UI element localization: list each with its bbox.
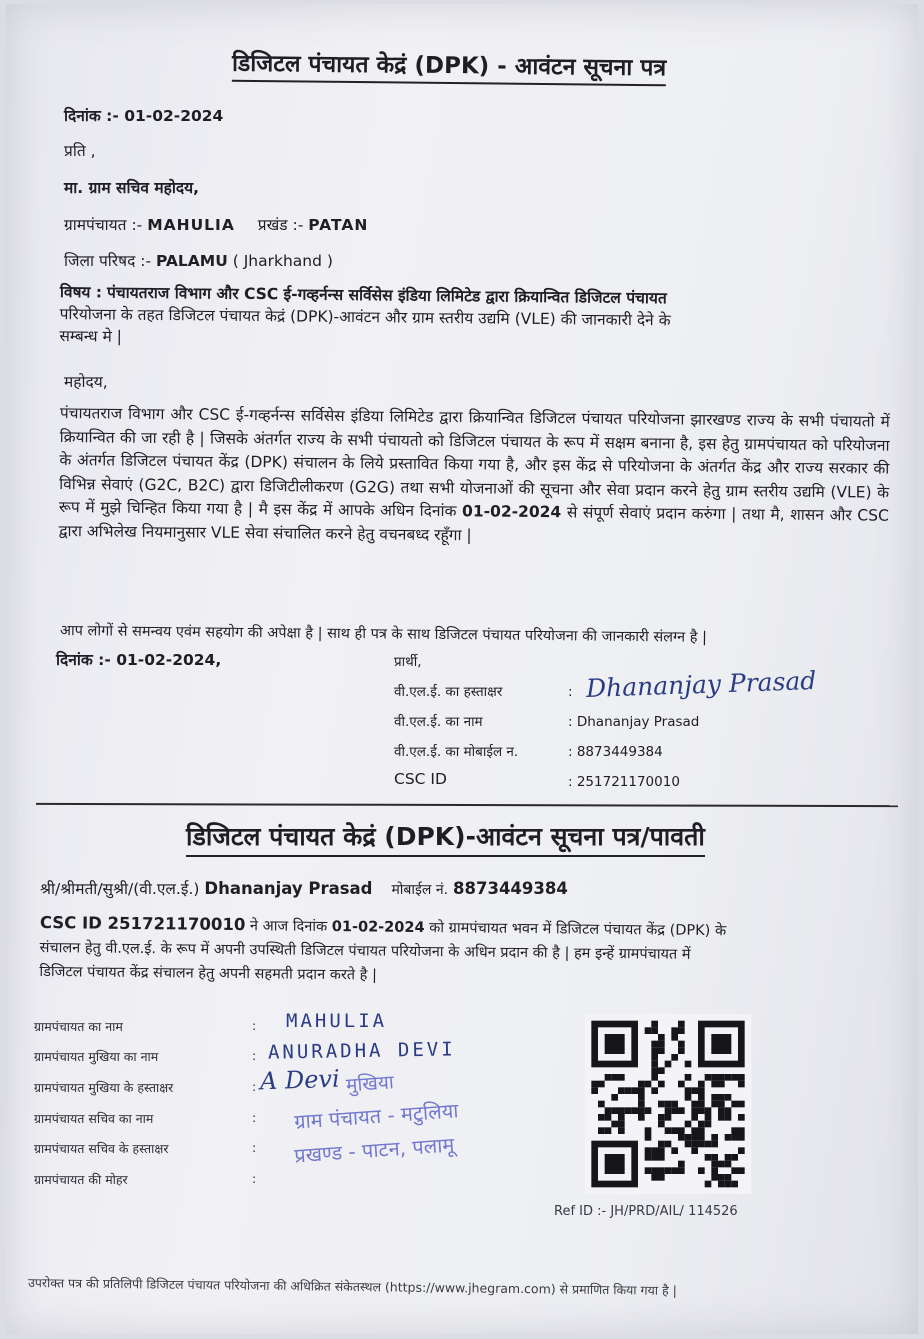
prakhand-value: PATAN [308,216,369,234]
gram-panchayat-label: ग्रामपंचायत :- [64,216,143,234]
csc-id-label: CSC ID [394,770,447,788]
prakhand-label: प्रखंड :- [257,216,304,234]
body-text-part-2: से संपूर्ण सेवाएं प्रदान करुंगा | तथा मै, शासन और CSC द्वारा अभिलेख नियमानुसार VLE सेवा संचालित करने हेतु वचनबध्द रहूँगा | [58,503,889,544]
section-divider [36,803,898,807]
receipt-text-3: संचालन हेतु वी.एल.ई. के रूप में अपनी उपस्थिती डिजिटल पंचायत परियोजना के अधिन प्रदान की है | हम इन्हें ग्रामपंचायत में [39,939,691,963]
body-text-part-1: पंचायतराज विभाग और CSC ई-गव्हर्नन्स सर्विसेस इंडिया लिमिटेड द्वारा क्रियान्वित डिजिटल पंचायत परियोजना झारखण्ड राज्य के सभी पंचायतो में क्रियान्वित की जा रही है | जिसके अंतर्गत राज्य के सभी पंचायतो को डिजिटल पंचायत के रूप में सक्षम बनाना है, इस हेतु ग्रामपंचायत को परियोजना के अंतर्गत डिजिटल पंचायत केंद्र (DPK) संचालन के लिये प्रस्तावित किया गया है, और इस केंद्र से परियोजना के अंतर्गत केंद्र और राज्य सरकार की विभिन्न सेवाएं (G2C, B2C) द्वारा डिजिटीलीकरण (G2G) तथा सभी योजनाओं की सूचना और सेवा प्रदान करने हेतु ग्राम स्तरीय उद्यमि (VLE) के रूप में मुझे चिन्हित किया गया है | मै इस केंद्र में आपके अधिन दिनांक [58,403,890,521]
receipt-title: डिजिटल पंचायत केद्रं (DPK)-आवंटन सूचना पत्र/पावती [186,819,705,857]
vle-sign-label: वी.एल.ई. का हस्ताक्षर [394,684,503,700]
field-colon: : [252,1110,257,1125]
stamp-gram-panchayat: ग्राम पंचायत - मटुलिया [293,1098,460,1134]
stamp-mukhiya: मुखिया [345,1071,395,1097]
vle-handwritten-signature: Dhananjay Prasad [585,665,817,704]
mukhiya-signature: A Devi [259,1064,341,1096]
closing-date: दिनांक :- 01-02-2024, [56,651,222,669]
receipt-vle-name: Dhananjay Prasad [204,879,373,898]
field-label-mukhiya-sign: ग्रामपंचायत मुखिया के हस्ताक्षर [34,1080,174,1095]
body-paragraph [59,402,890,552]
field-colon: : [252,1018,257,1033]
subject-line-1: पंचायतराज विभाग और CSC ई-गव्हर्नन्स सर्विसेस इंडिया लिमिटेड द्वारा क्रियान्वित डिजिटल पंचायत [106,283,667,308]
receipt-mobile-label: मोबाईल नं. [391,882,449,898]
field-label-mukhiya-name: ग्रामपंचायत मुखिया का नाम [34,1049,159,1064]
receipt-mobile: 8873449384 [453,879,568,898]
vle-mobile-label: वी.एल.ई. का मोबाईल न. [394,744,519,760]
receipt-text-2: को ग्रामपंचायत भवन में डिजिटल पंचायत केंद्र (DPK) के [429,920,727,940]
vle-mobile-value: : 8873449384 [568,744,663,760]
handwritten-gram-name: MAHULIA [286,1010,388,1032]
field-colon: : [252,1048,257,1063]
receipt-name-row [40,877,568,899]
csc-id-value: : 251721170010 [568,774,680,790]
receipt-name-prefix: श्री/श्रीमती/सुश्री/(वी.एल.ई.) [40,880,200,898]
zila-row [64,249,333,271]
zila-label: जिला परिषद :- [64,252,152,270]
zila-value: PALAMU [156,252,228,270]
cooperation-line: आप लोगों से समन्वय एवंम सहयोग की अपेक्षा है | साथ ही पत्र के साथ डिजिटल पंचायत परियोजना की जानकारी संलग्न है | [59,622,708,646]
gram-panchayat-value: MAHULIA [147,216,235,234]
letter-paper [6,4,918,1334]
field-colon: : [252,1079,257,1094]
receipt-text-4: डिजिटल पंचायत केंद्र संचालन हेतु अपनी सहमती प्रदान करते है | [39,963,377,984]
field-colon: : [252,1140,257,1155]
qr-code [584,1014,752,1194]
subject-line-2: परियोजना के तहत डिजिटल पंचायत केद्रं (DPK)-आवंटन और ग्राम स्तरीय उद्यमि (VLE) की जानकारी देने के [59,304,671,330]
subject-label: विषय : [59,282,103,302]
greeting: महोदय, [64,373,108,391]
ref-id: Ref ID :- JH/PRD/AIL/ 114526 [554,1204,738,1219]
vle-name-value: : Dhananjay Prasad [568,714,700,730]
applicant-label: प्रार्थी, [394,654,422,670]
vle-name-label: वी.एल.ई. का नाम [394,714,483,730]
field-colon: : [252,1171,257,1186]
footer-note: उपरोक्त पत्र की प्रतिलिपी डिजिटल पंचायत परियोजना की अधिक्रित संकेतस्थल (https://www.jhegram.com) से प्रमाणित किया गया है | [27,1275,677,1298]
receipt-text-1: ने आज दिनांक [249,918,328,936]
field-label-sachiv-name: ग्रामपंचायत सचिव का नाम [34,1111,154,1126]
stamp-prakhand: प्रखण्ड - पाटन, पलामू [293,1132,456,1168]
receipt-date: 01-02-2024 [331,919,425,937]
receipt-paragraph [39,911,900,993]
handwritten-mukhiya-name: ANURADHA DEVI [267,1038,456,1064]
body-date: 01-02-2024 [462,502,562,522]
state-label: ( Jharkhand ) [232,252,333,270]
letter-title: डिजिटल पंचायत केद्रं (DPK) - आवंटन सूचना पत्र [232,46,666,87]
field-label-seal: ग्रामपंचायत की मोहर [34,1172,128,1187]
field-label-gram-name: ग्रामपंचायत का नाम [34,1019,123,1034]
letter-addressee: मा. ग्राम सचिव महोदय, [64,179,199,197]
letter-to: प्रति , [64,142,96,160]
field-label-sachiv-sign: ग्रामपंचायत सचिव के हस्ताक्षर [34,1141,169,1156]
subject-block [59,281,890,356]
gram-panchayat-row [64,213,368,235]
vle-sign-colon: : [568,684,573,700]
subject-line-3: सम्बन्ध मे | [59,326,123,346]
letter-date: दिनांक :- 01-02-2024 [64,107,224,125]
receipt-csc-id: CSC ID 251721170010 [39,912,246,935]
